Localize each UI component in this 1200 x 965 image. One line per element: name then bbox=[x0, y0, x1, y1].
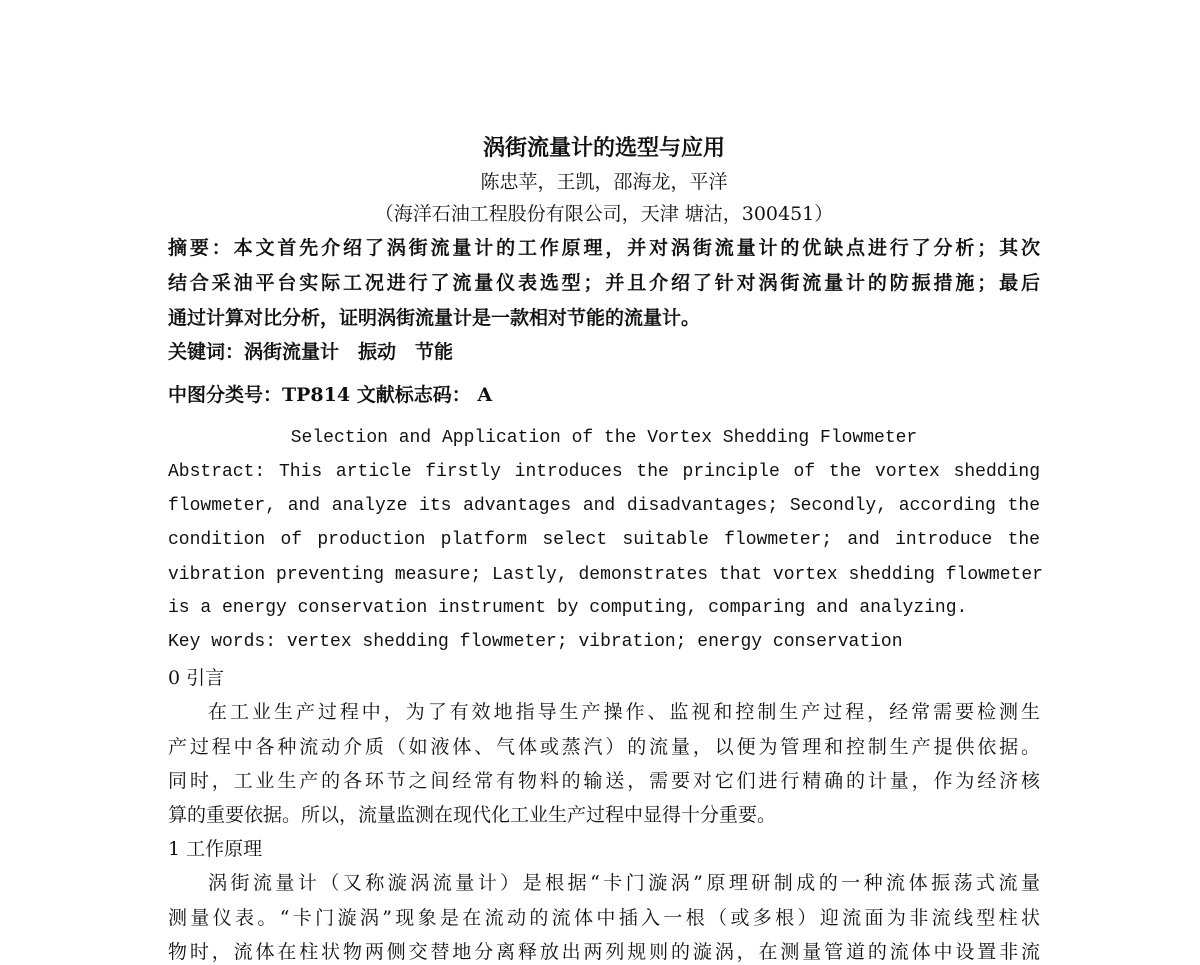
authors: 陈忠苹，王凯，邵海龙，平洋 bbox=[480, 171, 728, 193]
paper-title: 涡街流量计的选型与应用 bbox=[482, 135, 725, 161]
abstract-en-line: is a energy conservation instrument by computing, comparing and analyzing. bbox=[168, 598, 968, 618]
principle-line: 物时，流体在柱状物两侧交替地分离释放出两列规则的漩涡，在测量管道的流体中设置非流 bbox=[168, 941, 1040, 963]
affiliation: （海洋石油工程股份有限公司，天津 塘沽，300451） bbox=[374, 203, 834, 225]
intro-line: 在工业生产过程中，为了有效地指导生产操作、监视和控制生产过程，经常需要检测生 bbox=[208, 701, 1040, 723]
intro-line: 同时，工业生产的各环节之间经常有物料的输送，需要对它们进行精确的计量，作为经济核 bbox=[168, 770, 1040, 792]
intro-line: 产过程中各种流动介质（如液体、气体或蒸汽）的流量，以便为管理和控制生产提供依据。 bbox=[168, 736, 1040, 758]
abstract-en-line: vibration preventing measure; Lastly, demonstrates that vortex shedding flowmeter bbox=[168, 565, 1043, 585]
intro-line: 算的重要依据。所以，流量监测在现代化工业生产过程中显得十分重要。 bbox=[168, 804, 777, 826]
section-heading-principle: 1 工作原理 bbox=[168, 838, 263, 860]
abstract-en-line: condition of production platform select suitable flowmeter; and introduce the bbox=[168, 530, 1040, 550]
abstract-en-line: Abstract: This article firstly introduces the principle of the vortex shedding bbox=[168, 462, 1040, 482]
abstract-cn-line: 通过计算对比分析，证明涡街流量计是一款相对节能的流量计。 bbox=[168, 307, 701, 329]
keywords-cn: 关键词：涡街流量计 振动 节能 bbox=[168, 341, 454, 363]
section-heading-introduction: 0 引言 bbox=[168, 667, 225, 689]
abstract-cn-line: 结合采油平台实际工况进行了流量仪表选型；并且介绍了针对涡街流量计的防振措施；最后 bbox=[168, 272, 1040, 294]
english-title: Selection and Application of the Vortex Shedding Flowmeter bbox=[290, 428, 918, 448]
abstract-en-line: flowmeter, and analyze its advantages and disadvantages; Secondly, according the bbox=[168, 496, 1040, 516]
principle-line: 涡街流量计（又称漩涡流量计）是根据“卡门漩涡”原理研制成的一种流体振荡式流量 bbox=[208, 872, 1040, 894]
classification: 中图分类号：TP814 文献标志码： A bbox=[168, 384, 493, 406]
abstract-cn-line: 摘要：本文首先介绍了涡街流量计的工作原理，并对涡街流量计的优缺点进行了分析；其次 bbox=[168, 237, 1040, 259]
principle-line: 测量仪表。“卡门漩涡”现象是在流动的流体中插入一根（或多根）迎流面为非流线型柱状 bbox=[168, 907, 1040, 929]
keywords-en: Key words: vertex shedding flowmeter; vibration; energy conservation bbox=[168, 632, 903, 652]
